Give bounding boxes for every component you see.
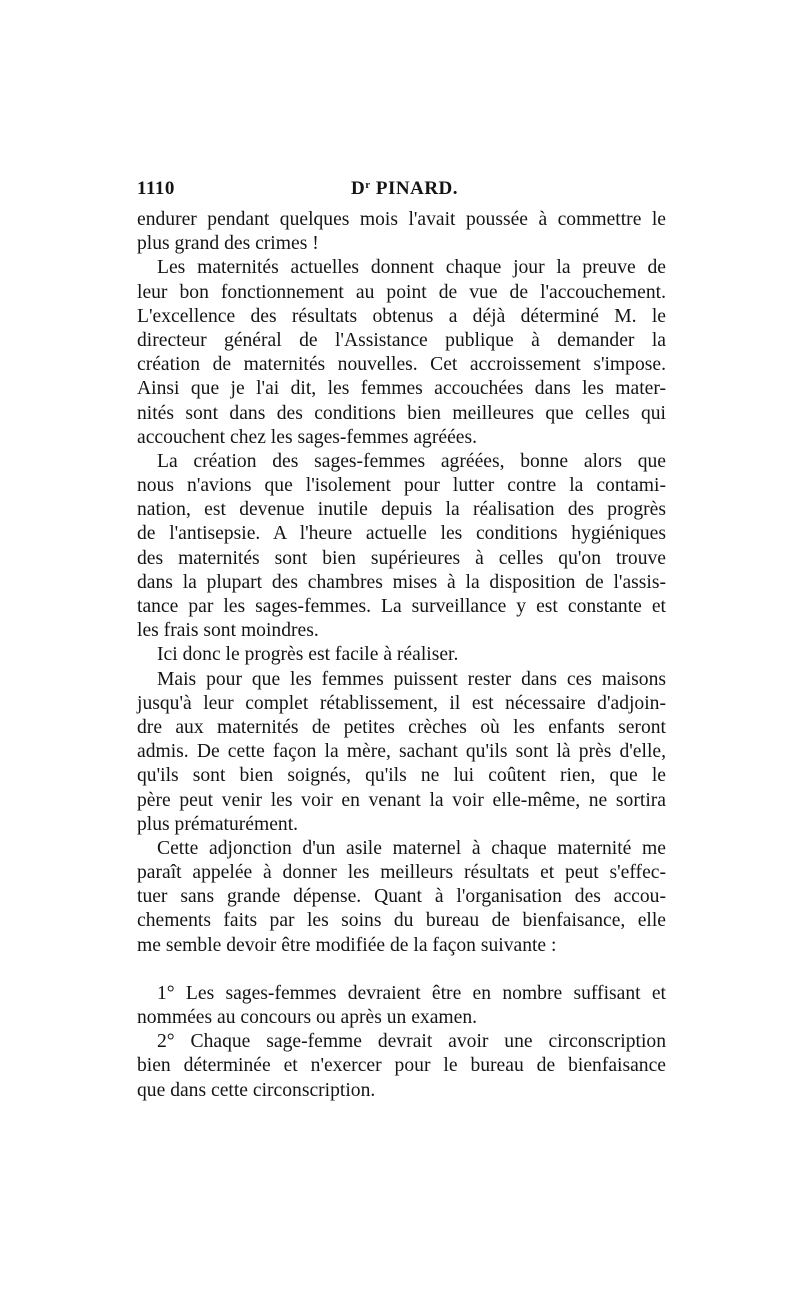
text-line: La création des sages-femmes agréées, bonne alors que <box>157 450 666 472</box>
text-line: que dans cette circonscription. <box>137 1079 376 1101</box>
text-line: tuer sans grande dépense. Quant à l'organisation des accou- <box>137 886 666 908</box>
text-line: nous n'avions que l'isolement pour lutter contre la contami- <box>137 475 666 497</box>
text-line: jusqu'à leur complet rétablissement, il est nécessaire d'adjoin- <box>137 692 666 714</box>
text-line: me semble devoir être modifiée de la façon suivante : <box>137 934 557 956</box>
text-line: plus prématurément. <box>137 813 299 835</box>
text-line: Les maternités actuelles donnent chaque jour la preuve de <box>157 257 666 279</box>
text-line: bien déterminée et n'exercer pour le bureau de bienfaisance <box>137 1055 666 1077</box>
text-line: Mais pour que les femmes puissent rester dans ces maisons <box>157 668 666 690</box>
text-line: Ainsi que je l'ai dit, les femmes accouchées dans les mater- <box>137 378 666 400</box>
page-header <box>137 178 666 204</box>
text-line: chements faits par les soins du bureau de bienfaisance, elle <box>137 910 666 932</box>
author-name: PINARD. <box>375 178 459 199</box>
running-head <box>351 178 458 200</box>
text-line: endurer pendant quelques mois l'avait poussée à commettre le <box>137 209 666 230</box>
text-line: dre aux maternités de petites crèches où les enfants seront <box>137 716 666 738</box>
text-line: père peut venir les voir en venant la voir elle-même, ne sortira <box>137 789 666 811</box>
book-page <box>137 178 666 1103</box>
text-line: nation, est devenue inutile depuis la réalisation des progrès <box>137 499 666 521</box>
text-line: L'excellence des résultats obtenus a déjà déterminé M. le <box>137 305 666 327</box>
text-line: accouchent chez les sages-femmes agréées. <box>137 426 477 448</box>
text-line: qu'ils sont bien soignés, qu'ils ne lui coûtent rien, que le <box>137 765 666 787</box>
text-line: paraît appelée à donner les meilleurs résultats et peut s'effec- <box>137 862 666 884</box>
text-line: dans la plupart des chambres mises à la disposition de l'assis- <box>137 571 666 593</box>
text-line: leur bon fonctionnement au point de vue de l'accouchement. <box>137 281 666 303</box>
text-line: nommées au concours ou après un examen. <box>137 1007 478 1028</box>
text-line: directeur général de l'Assistance publique à demander la <box>137 329 666 351</box>
text-line: création de maternités nouvelles. Cet accroissement s'impose. <box>137 354 666 376</box>
page-number: 1110 <box>137 178 175 199</box>
author-title: $D^r$ <box>351 178 371 199</box>
body-text <box>137 208 666 1103</box>
text-line: admis. De cette façon la mère, sachant qu'ils sont là près d'elle, <box>137 741 666 763</box>
paragraph-gap <box>137 958 666 982</box>
text-line: des maternités sont bien supérieures à celles qu'on trouve <box>137 547 666 569</box>
text-line: 1° Les sages-femmes devraient être en nombre suffisant et <box>157 982 666 1004</box>
text-line: de l'antisepsie. A l'heure actuelle les conditions hygiéniques <box>137 523 666 545</box>
text-line: Ici donc le progrès est facile à réaliser. <box>157 644 459 666</box>
text-line: plus grand des crimes ! <box>137 233 319 255</box>
text-line: 2° Chaque sage-femme devrait avoir une circonscription <box>157 1031 666 1053</box>
text-line: nités sont dans des conditions bien meilleures que celles qui <box>137 402 666 424</box>
text-line: tance par les sages-femmes. La surveillance y est constante et <box>137 596 666 617</box>
text-line: les frais sont moindres. <box>137 620 319 642</box>
text-line: Cette adjonction d'un asile maternel à chaque maternité me <box>157 837 666 859</box>
